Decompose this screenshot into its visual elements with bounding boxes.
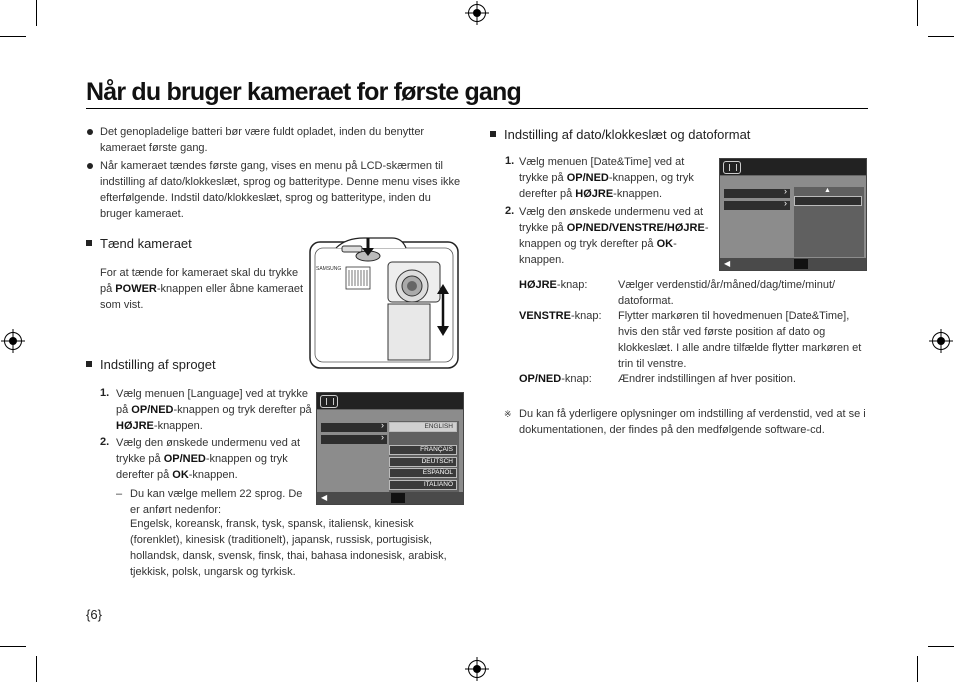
date-note: Du kan få yderligere oplysninger om indstilling af verdenstid, ved at se i dokumentationen, der findes på den medfølgende software-cd. (519, 408, 866, 436)
date-step-2: Vælg den ønskede undermenu ved at trykke på OP/NED/VENSTRE/HØJRE-knappen og tryk derefter på OK-knappen. (519, 206, 709, 266)
lcd-header (720, 159, 866, 176)
page-number: {6} (86, 607, 102, 622)
lcd-menu-row (724, 186, 790, 198)
intro-bullet-1: Det genopladelige batteri bør være fuldt opladet, inden du benytter kameraet første gang. (100, 126, 425, 154)
bullet-icon (87, 129, 93, 135)
lcd-option: ENGLISH (389, 422, 457, 432)
chevron-right-icon: › (784, 186, 787, 196)
lcd-menu-row (321, 420, 387, 432)
lcd-option: ESPAÑOL (389, 468, 457, 478)
lcd-footer (317, 492, 463, 504)
lcd-footer-block (794, 259, 808, 269)
bullet-icon (87, 163, 93, 169)
key-label: VENSTRE-knap: (519, 310, 602, 322)
lcd-menu-row (724, 198, 790, 210)
lcd-footer (720, 258, 866, 270)
camera-illustration (306, 234, 466, 374)
crop-mark (36, 656, 37, 682)
dash-marker: – (116, 488, 123, 500)
page-title: Når du bruger kameraet for første gang (86, 78, 521, 106)
key-description: Ændrer indstillingen af hver position. (618, 373, 796, 385)
lcd-option: FRANÇAIS (389, 445, 457, 455)
note-mark: ※ (504, 409, 512, 419)
power-text: For at tænde for kameraet skal du trykke på POWER-knappen eller åbne kameraet som vist. (100, 267, 304, 311)
lcd-option: ITALIANO (389, 480, 457, 490)
arrow-left-icon: ◀ (724, 259, 731, 268)
chevron-right-icon: › (381, 420, 384, 430)
key-description: Vælger verdenstid/år/måned/dag/time/minut/ datoformat. (618, 279, 836, 307)
crop-mark (928, 36, 954, 37)
square-bullet-icon (86, 240, 92, 246)
chevron-right-icon: › (784, 198, 787, 208)
crop-mark (0, 646, 26, 647)
setup-icon (320, 395, 338, 408)
lcd-option: DEUTSCH (389, 457, 457, 467)
chevron-right-icon: › (381, 432, 384, 442)
language-step-2: Vælg den ønskede undermenu ved at trykke på OP/NED-knappen og tryk derefter på OK-knappen. (116, 437, 301, 481)
arrow-up-icon: ▲ (824, 187, 831, 194)
key-description: Flytter markøren til hovedmenuen [Date&Time], hvis den står ved første position af dato og klokkeslæt. I alle andre tilfælde flytter markøren et trin til venstre. (618, 310, 862, 370)
registration-mark-icon (468, 660, 486, 678)
arrow-left-icon: ◀ (321, 493, 328, 502)
step-number: 2. (505, 205, 515, 217)
step-number: 1. (100, 387, 110, 399)
key-label: HØJRE-knap: (519, 279, 588, 291)
registration-mark-icon (468, 4, 486, 22)
lcd-date-menu (719, 158, 867, 271)
lcd-footer-block (391, 493, 405, 503)
intro-bullet-2: Når kameraet tændes første gang, vises en menu på LCD-skærmen til indstilling af dato/klokkeslæt, sprog og batteritype. Denne menu vises ikke efterfølgende. Indstil dato/klokkeslæt, sprog og batteritype, inden du bruger kameraet. (100, 160, 461, 220)
language-note-list: Engelsk, koreansk, fransk, tysk, spansk, italiensk, kinesisk (forenklet), kinesisk (traditionelt), japansk, russisk, portugisisk, hollandsk, dansk, svensk, finsk, thai, bahasa indonesisk, arabisk, tjekkisk, polsk, ungarsk og tyrkisk. (130, 518, 447, 578)
lcd-language-menu (316, 392, 464, 505)
title-rule (86, 108, 868, 109)
date-step-1: Vælg menuen [Date&Time] ved at trykke på OP/NED-knappen, og tryk derefter på HØJRE-knappen. (519, 156, 694, 200)
crop-mark (917, 0, 918, 26)
setup-icon (723, 161, 741, 174)
power-heading: Tænd kameraet (86, 236, 192, 251)
square-bullet-icon (490, 131, 496, 137)
square-bullet-icon (86, 361, 92, 367)
lcd-date-field (794, 196, 862, 206)
camera-brand: SAMSUNG (316, 266, 342, 272)
step-number: 1. (505, 155, 515, 167)
registration-mark-icon (4, 332, 22, 350)
language-note-intro: Du kan vælge mellem 22 sprog. De er anført nedenfor: (130, 488, 303, 516)
date-heading: Indstilling af dato/klokkeslæt og datoformat (490, 127, 750, 142)
step-number: 2. (100, 436, 110, 448)
crop-mark (928, 646, 954, 647)
crop-mark (917, 656, 918, 682)
crop-mark (36, 0, 37, 26)
crop-mark (0, 36, 26, 37)
lcd-menu-row (321, 432, 387, 444)
language-step-1: Vælg menuen [Language] ved at trykke på OP/NED-knappen og tryk derefter på HØJRE-knappen. (116, 388, 312, 432)
lcd-header (317, 393, 463, 410)
language-heading: Indstilling af sproget (86, 357, 216, 372)
key-label: OP/NED-knap: (519, 373, 592, 385)
registration-mark-icon (932, 332, 950, 350)
